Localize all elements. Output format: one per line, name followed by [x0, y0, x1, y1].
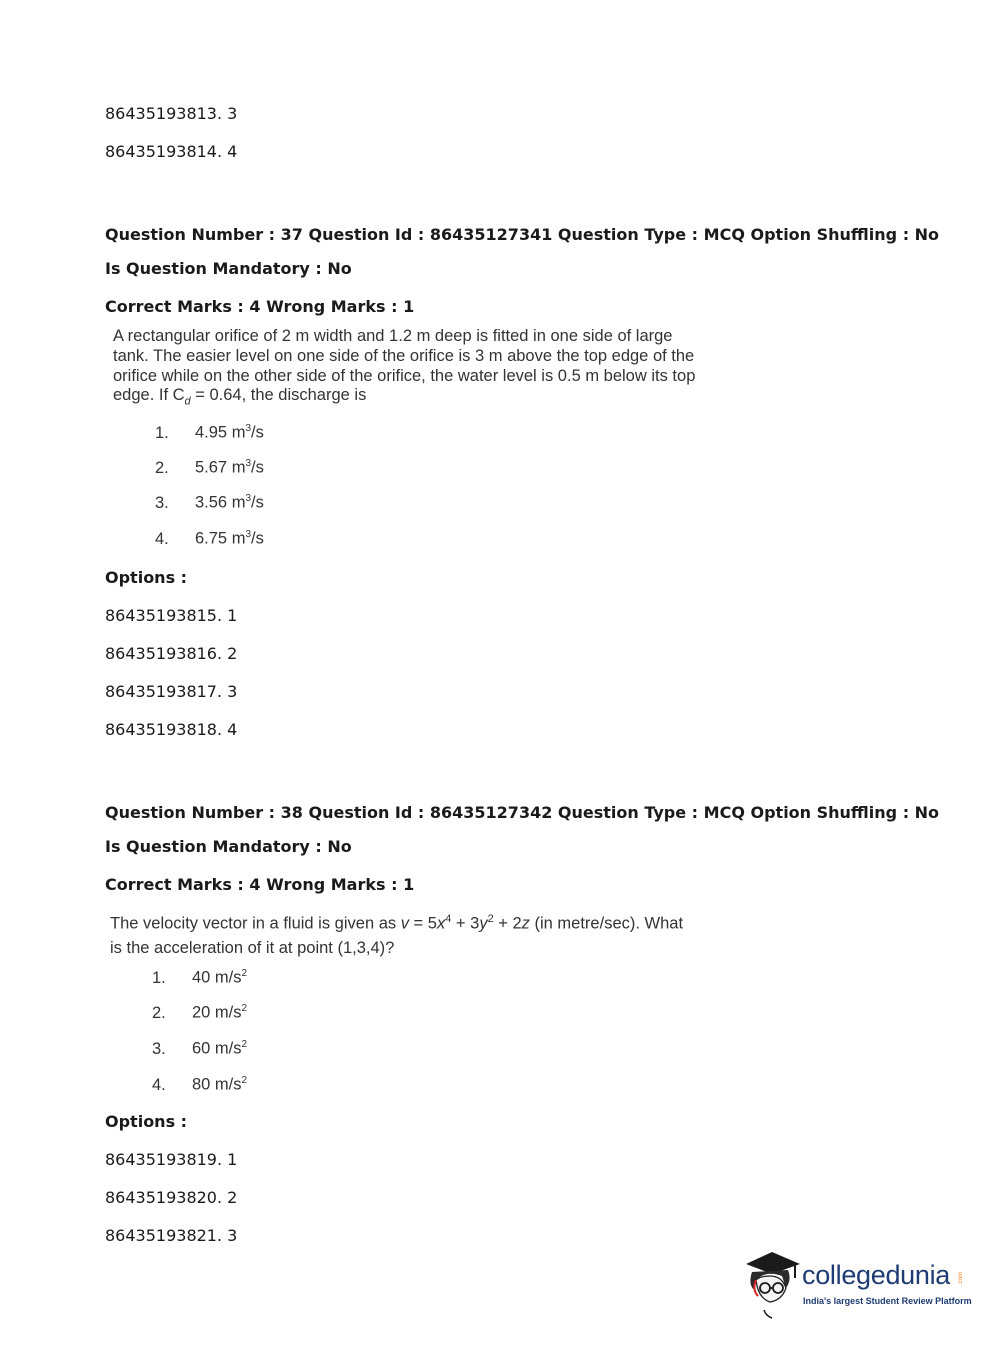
option-id-line: 86435193820. 2	[105, 1188, 238, 1207]
option-id-line: 86435193816. 2	[105, 644, 238, 663]
logo-wordmark: collegedunia	[802, 1260, 951, 1290]
option-id-line: 86435193813. 3	[105, 104, 238, 123]
question-header: Question Number : 37 Question Id : 86435127341 Question Type : MCQ Option Shuffling : No	[105, 225, 940, 244]
answer-choice: 2. 5.67 $m^3/s$	[155, 458, 264, 477]
answer-choice: 4. 80 $m/s^2$	[152, 1075, 248, 1094]
option-id-line: 86435193818. 4	[105, 720, 238, 739]
answer-choice: 3. 3.56 $m^3/s$	[155, 493, 264, 512]
question-mandatory: Is Question Mandatory : No	[105, 837, 352, 856]
answer-choice: 2. 20 $m/s^2$	[152, 1003, 248, 1022]
answer-choice: 4. 6.75 $m^3/s$	[155, 529, 264, 548]
answer-choice: 3. 60 $m/s^2$	[152, 1039, 248, 1058]
options-label: Options :	[105, 568, 188, 587]
option-id-line: 86435193819. 1	[105, 1150, 238, 1169]
logo-tagline: India's largest Student Review Platform	[803, 1296, 972, 1306]
option-id-line: 86435193815. 1	[105, 606, 238, 625]
question-text: A rectangular orifice of 2 m width and 1.2 m deep is fitted in one side of large tank. The easier level on one side of the orifice is 3 m above the top edge of the orifice while on the other side of the orifice, the water level is 0.5 m below its top edge. If $C_d = 0.64$, the discharge is	[113, 327, 696, 408]
question-marks: Correct Marks : 4 Wrong Marks : 1	[105, 875, 415, 894]
answer-choice: 1. 40 $m/s^2$	[152, 968, 248, 987]
question-marks: Correct Marks : 4 Wrong Marks : 1	[105, 297, 415, 316]
answer-choice: 1. 4.95 $m^3/s$	[155, 423, 264, 442]
option-id-line: 86435193821. 3	[105, 1226, 238, 1245]
option-id-line: 86435193814. 4	[105, 142, 238, 161]
question-text: The velocity vector in a fluid is given as $v = 5x^4 + 3y^2 + 2z$ (in metre/sec). What is the acceleration of it at point (1,3,4)?	[110, 913, 684, 957]
option-id-line: 86435193817. 3	[105, 682, 238, 701]
question-header: Question Number : 38 Question Id : 86435127342 Question Type : MCQ Option Shuffling : No	[105, 803, 940, 822]
question-mandatory: Is Question Mandatory : No	[105, 259, 352, 278]
collegedunia-logo	[742, 1250, 972, 1320]
mascot-icon	[742, 1250, 804, 1320]
options-label: Options :	[105, 1112, 188, 1131]
logo-com: .com	[958, 1272, 964, 1286]
